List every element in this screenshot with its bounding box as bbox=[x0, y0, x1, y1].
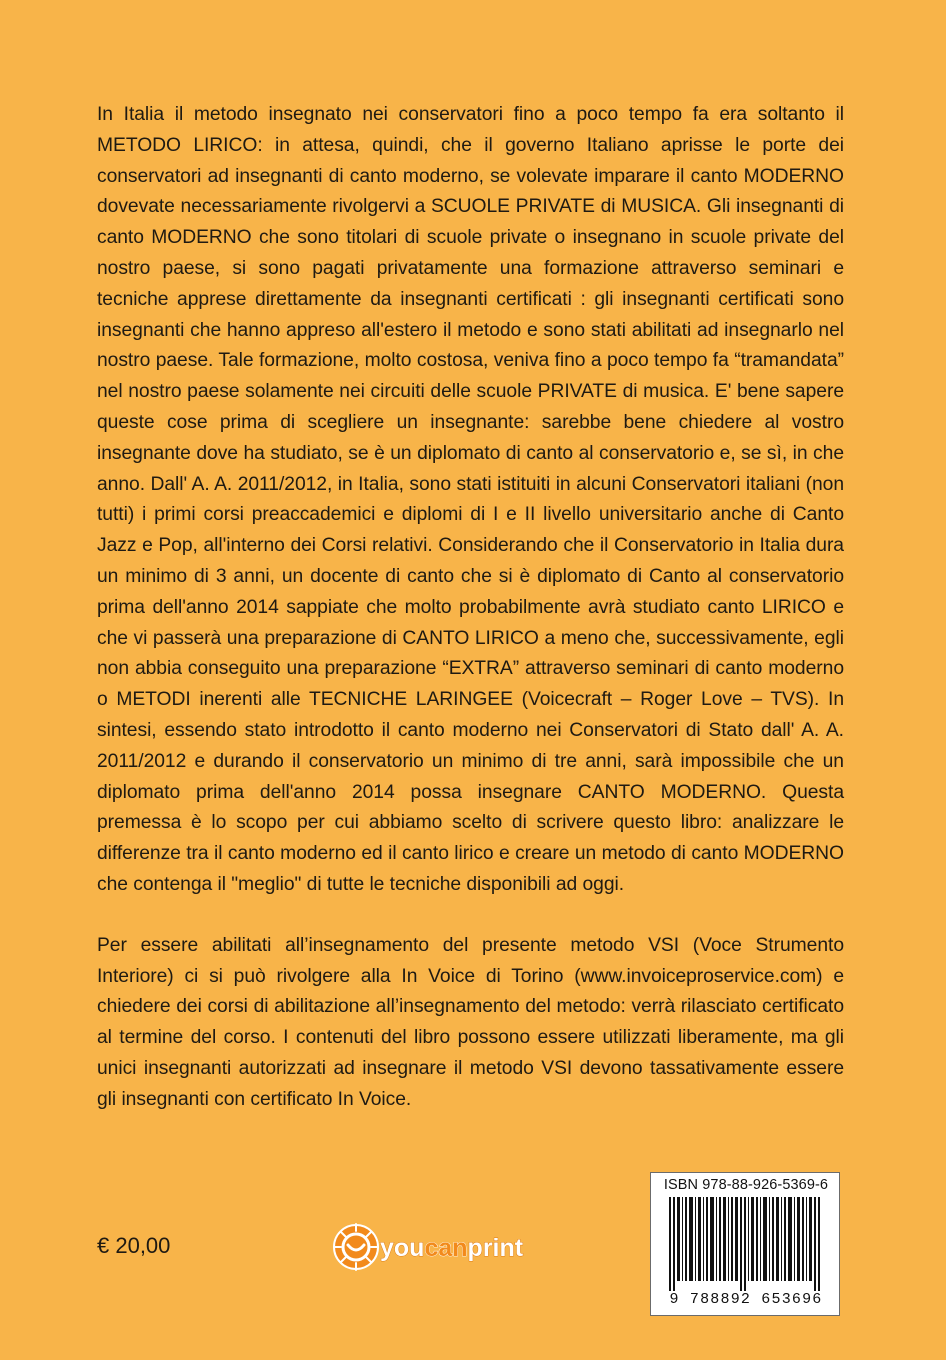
sun-face-logo-icon bbox=[332, 1222, 524, 1272]
publisher-logo bbox=[332, 1222, 524, 1272]
logo-part-you: you bbox=[380, 1234, 425, 1262]
isbn-label: ISBN 978-88-926-5369-6 bbox=[663, 1177, 829, 1193]
price-label: € 20,00 bbox=[97, 1233, 171, 1258]
isbn-barcode bbox=[650, 1172, 840, 1316]
barcode-icon bbox=[661, 1197, 831, 1291]
back-cover-text bbox=[97, 100, 844, 1116]
logo-part-can: can bbox=[424, 1234, 468, 1262]
logo-text bbox=[380, 1234, 524, 1262]
logo-part-print: print bbox=[467, 1234, 524, 1262]
paragraph-1: In Italia il metodo insegnato nei conservatori fino a poco tempo fa era soltanto il METODO LIRICO: in attesa, quindi, che il governo Italiano aprisse le porte dei conservatori ad insegnanti di canto moderno, se volevate imparare il canto MODERNO dovevate necessariamente rivolgervi a SCUOLE PRIVATE di MUSICA. Gli insegnanti di canto MODERNO che sono titolari di scuole private o insegnano in scuole private del nostro paese, si sono pagati privatamente una formazione attraverso seminari e tecniche apprese direttamente da insegnanti certificati : gli insegnanti certificati sono insegnanti che hanno appreso all'estero il metodo e sono stati abilitati ad insegnarlo nel nostro paese. Tale formazione, molto costosa, veniva fino a poco tempo fa “tramandata” nel nostro paese solamente nei circuiti delle scuole PRIVATE di musica. E' bene sapere queste cose prima di scegliere un insegnante: sarebbe bene chiedere al vostro insegnante dove ha studiato, se è un diplomato di canto al conservatorio e, se sì, in che anno. Dall' A. A. 2011/2012, in Italia, sono stati istituiti in alcuni Conservatori italiani (non tutti) i primi corsi preaccademici e diplomi di I e II livello universitario anche di Canto Jazz e Pop, all'interno dei Corsi relativi. Considerando che il Conservatorio in Italia dura un minimo di 3 anni, un docente di canto che si è diplomato di Canto al conservatorio prima dell'anno 2014 sappiate che molto probabilmente avrà studiato canto LIRICO e che vi passerà una preparazione di CANTO LIRICO a meno che, successivamente, egli non abbia conseguito una preparazione “EXTRA” attraverso seminari di canto moderno o METODI inerenti alle TECNICHE LARINGEE (Voicecraft – Roger Love – TVS). In sintesi, essendo stato introdotto il canto moderno nei Conservatori di Stato dall' A. A. 2011/2012 e durando il conservatorio un minimo di tre anni, sarà impossibile che un diplomato prima dell'anno 2014 possa insegnare CANTO MODERNO. Questa premessa è lo scopo per cui abbiamo scelto di scrivere questo libro: analizzare le differenze tra il canto moderno ed il canto lirico e creare un metodo di canto MODERNO che contenga il "meglio" di tutte le tecniche disponibili ad oggi. bbox=[97, 104, 844, 895]
barcode-digits: 9 788892 653696 bbox=[669, 1291, 823, 1308]
paragraph-2: Per essere abilitati all’insegnamento del presente metodo VSI (Voce Strumento Interiore) ci si può rivolgere alla In Voice di Torino (www.invoiceproservice.com) e chiedere dei corsi di abilitazione all’insegnamento del metodo: verrà rilasciato certificato al termine del corso. I contenuti del libro possono essere utilizzati liberamente, ma gli unici insegnanti autorizzati ad insegnare il metodo VSI devono tassativamente essere gli insegnanti con certificato In Voice. bbox=[97, 934, 844, 1110]
